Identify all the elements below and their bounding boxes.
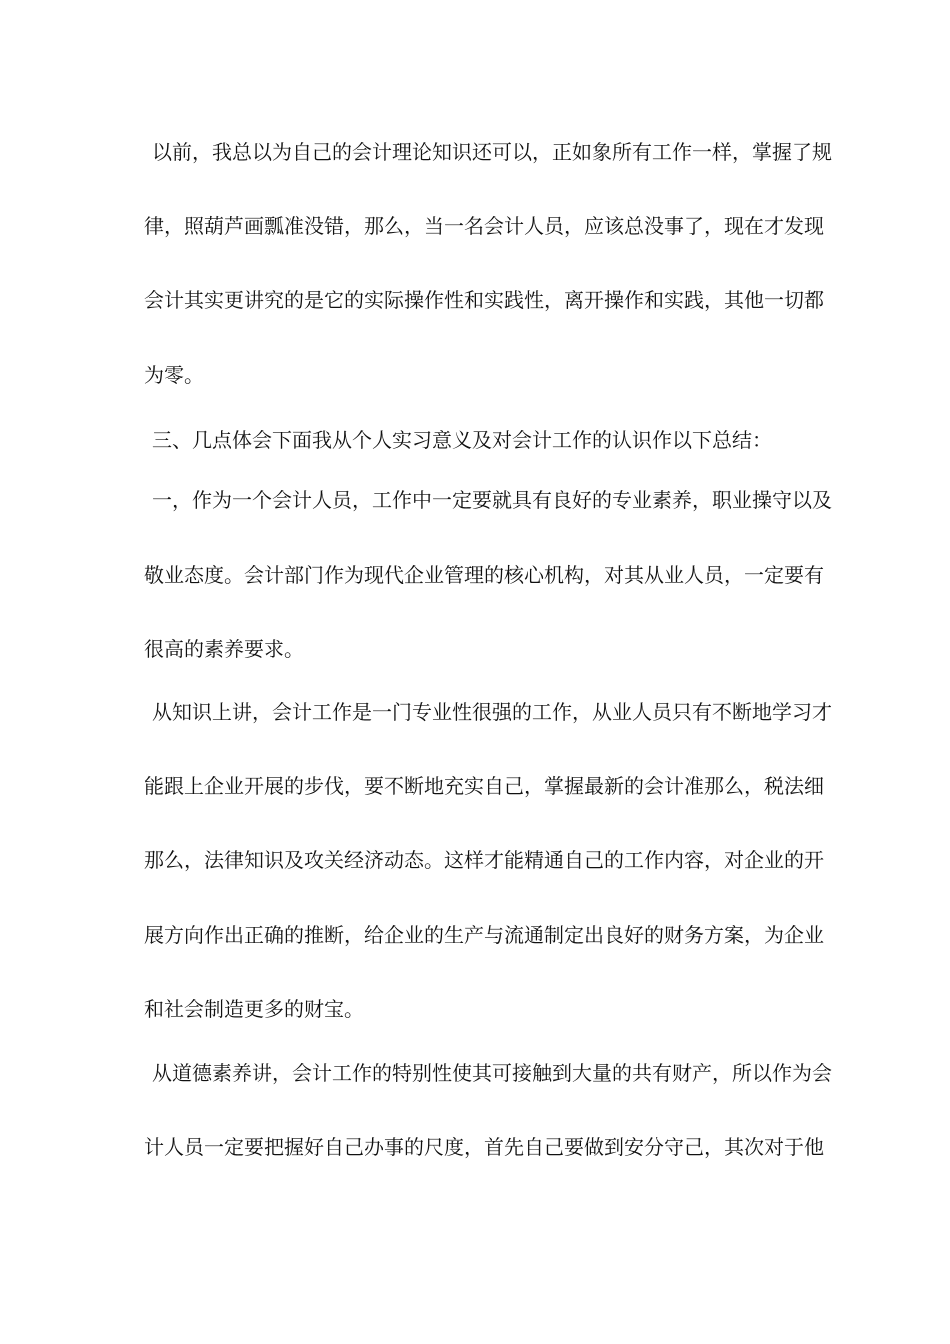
paragraph-2-line-2: 敬业态度。会计部门作为现代企业管理的核心机构，对其从业人员，一定要有 <box>144 563 824 587</box>
paragraph-2-line-3: 很高的素养要求。 <box>144 637 304 661</box>
paragraph-2-line-1: 一，作为一个会计人员，工作中一定要就具有良好的专业素养，职业操守以及 <box>152 488 832 512</box>
paragraph-3-line-5: 和社会制造更多的财宝。 <box>144 997 364 1021</box>
paragraph-4-line-1: 从道德素养讲，会计工作的特别性使其可接触到大量的共有财产，所以作为会 <box>152 1061 832 1085</box>
paragraph-3-line-4: 展方向作出正确的推断，给企业的生产与流通制定出良好的财务方案，为企业 <box>144 923 824 947</box>
paragraph-1-line-4: 为零。 <box>144 363 204 387</box>
paragraph-1-line-3: 会计其实更讲究的是它的实际操作性和实践性，离开操作和实践，其他一切都 <box>144 288 824 312</box>
paragraph-3-line-3: 那么，法律知识及攻关经济动态。这样才能精通自己的工作内容，对企业的开 <box>144 848 824 872</box>
paragraph-1-line-2: 律，照葫芦画瓢准没错，那么，当一名会计人员，应该总没事了，现在才发现 <box>144 214 824 238</box>
paragraph-3-line-2: 能跟上企业开展的步伐，要不断地充实自己，掌握最新的会计准那么，税法细 <box>144 774 824 798</box>
paragraph-3-line-1: 从知识上讲，会计工作是一门专业性很强的工作，从业人员只有不断地学习才 <box>152 700 832 724</box>
paragraph-4-line-2: 计人员一定要把握好自己办事的尺度，首先自己要做到安分守己，其次对于他 <box>144 1135 824 1159</box>
paragraph-1-line-1: 以前，我总以为自己的会计理论知识还可以，正如象所有工作一样，掌握了规 <box>152 140 832 164</box>
section-heading-3: 三、几点体会下面我从个人实习意义及对会计工作的认识作以下总结： <box>152 428 772 452</box>
